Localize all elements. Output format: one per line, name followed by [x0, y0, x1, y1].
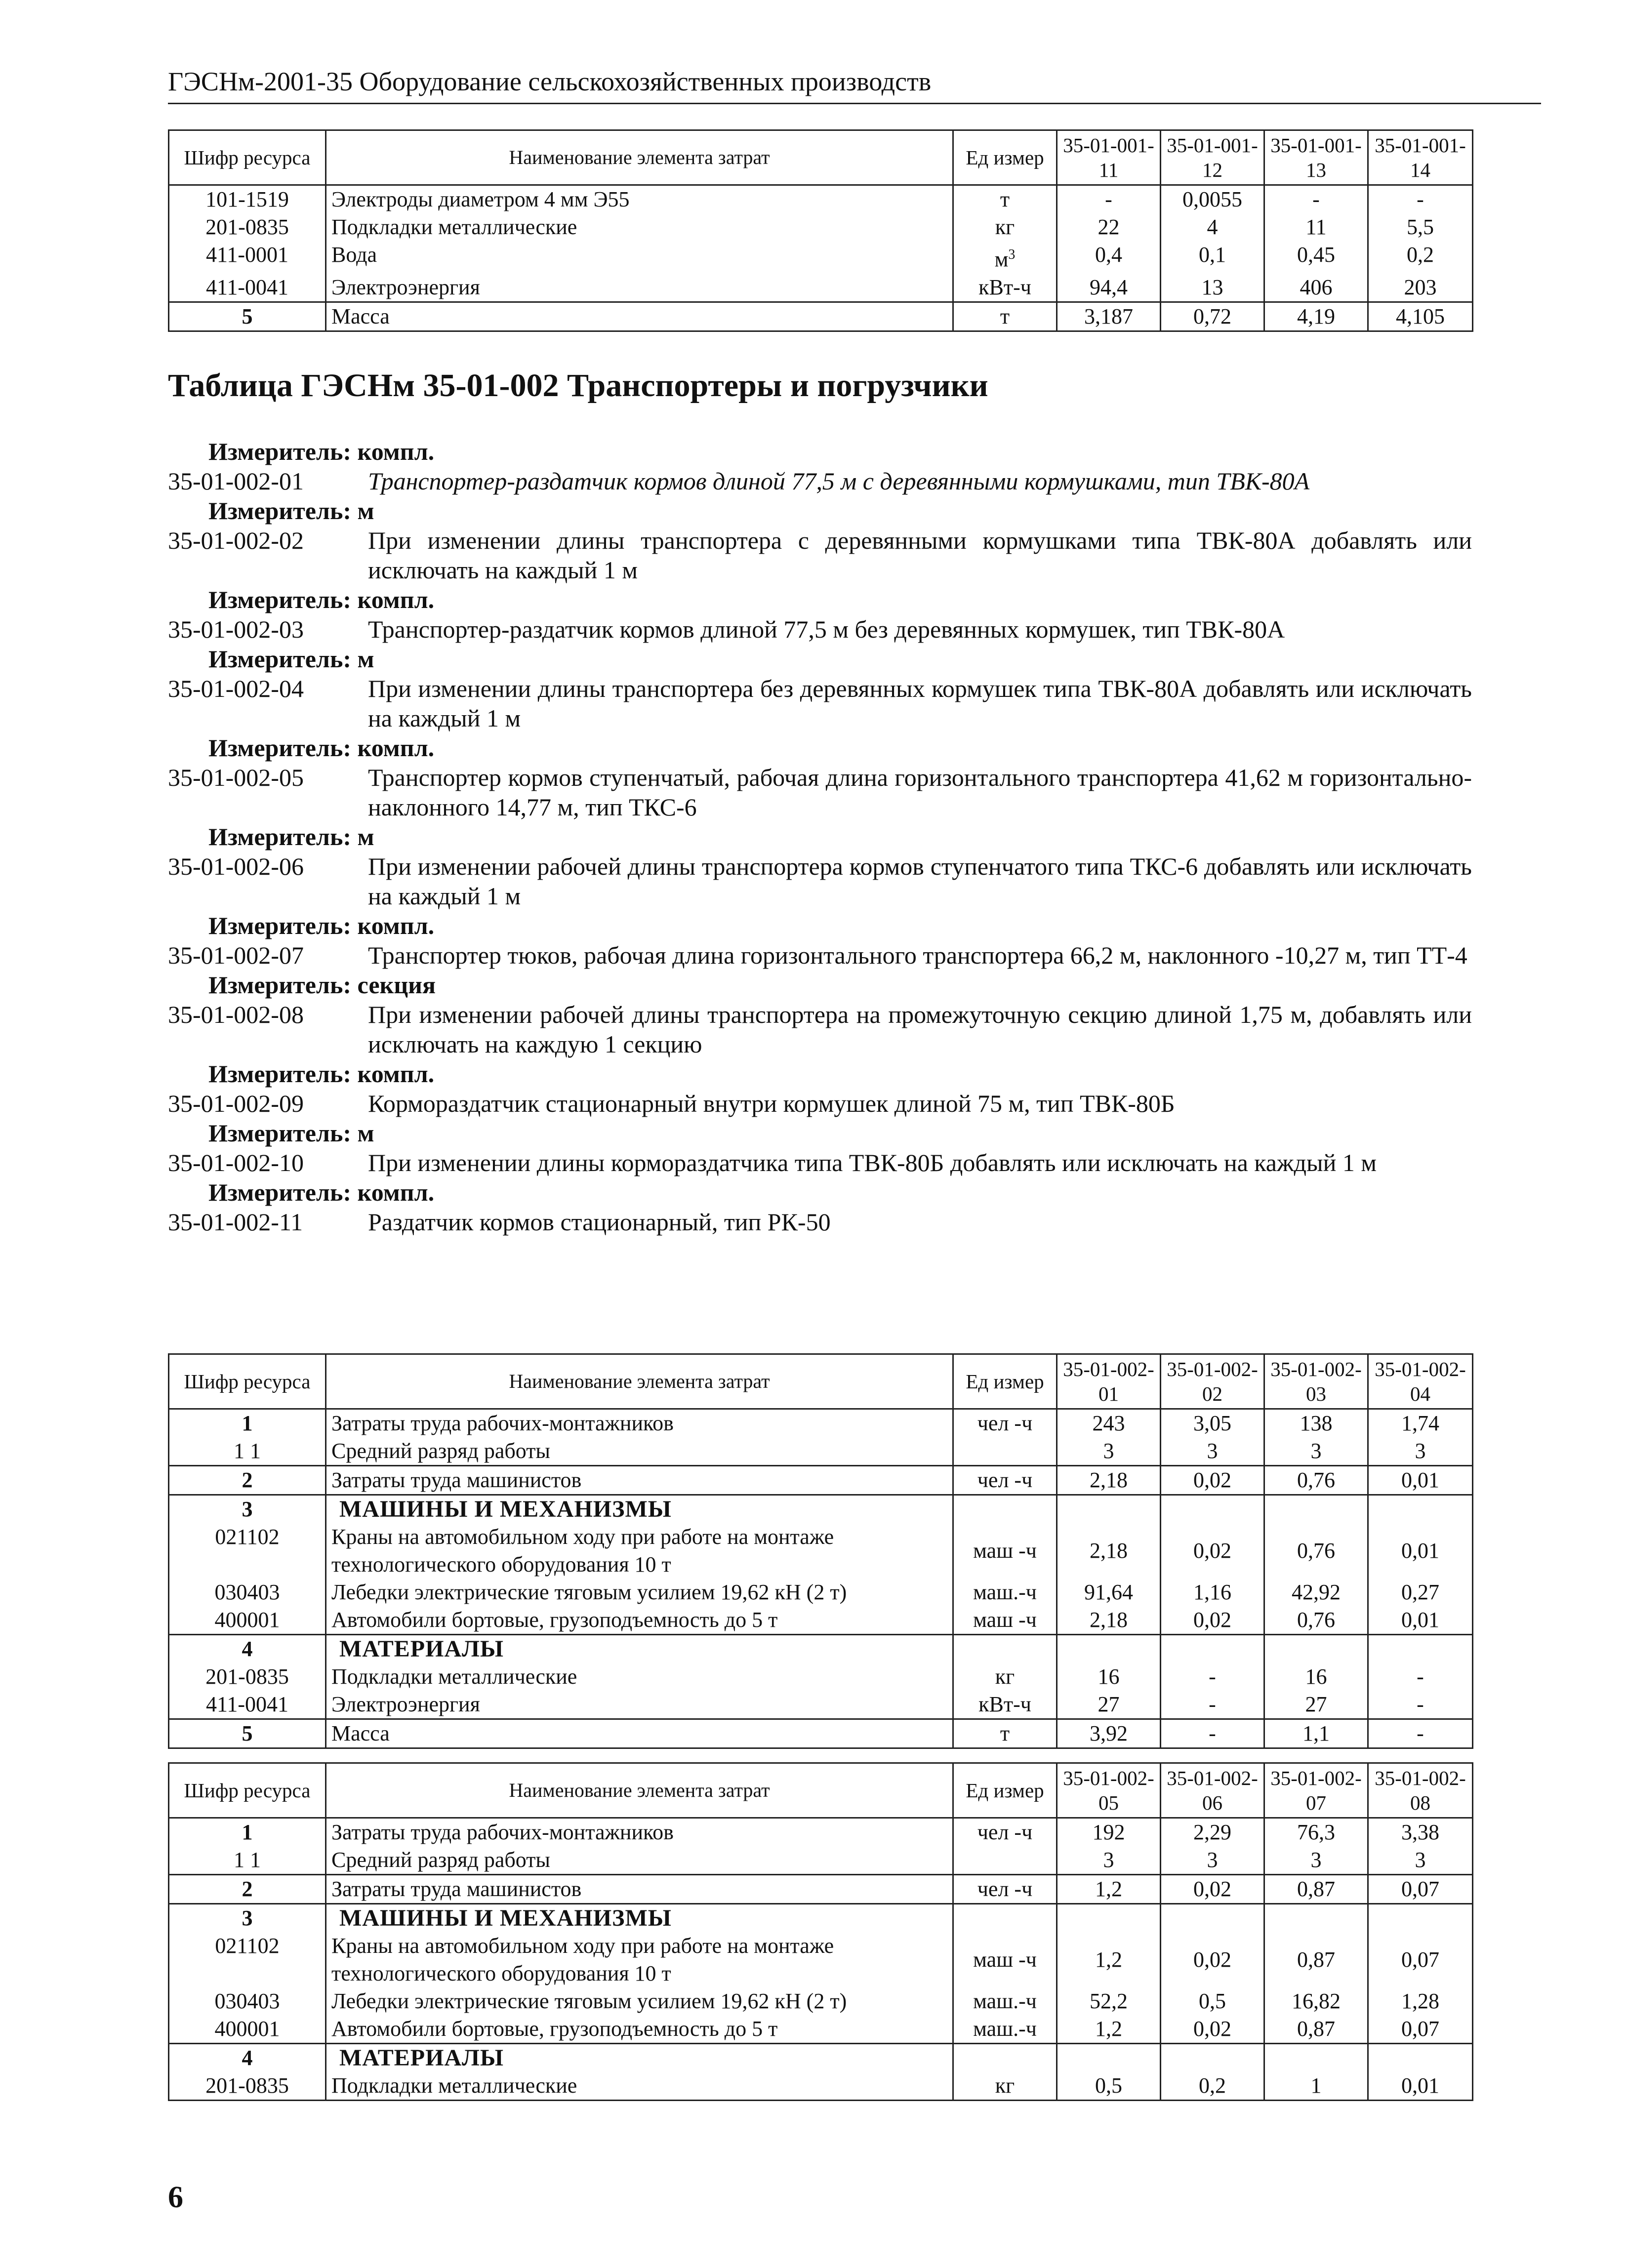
resource-unit: кг [953, 2072, 1057, 2101]
table-row [169, 1579, 1473, 1606]
running-head: ГЭСНм-2001-35 Оборудование сельскохозяйственных производств [168, 68, 1541, 104]
empty-cell [1368, 1904, 1473, 1933]
table-section-row [169, 1495, 1473, 1524]
table-row [169, 274, 1473, 302]
resource-name: Вода [326, 241, 953, 274]
norm-entry [168, 1000, 1472, 1059]
resource-unit [953, 1904, 1057, 1933]
resource-code: 030403 [169, 1579, 326, 1606]
norm-value: 16 [1264, 1663, 1368, 1691]
page-number: 6 [168, 2181, 183, 2214]
norm-value: 52,2 [1057, 1987, 1161, 2015]
meter-value: м [357, 497, 374, 525]
norm-value: 2,18 [1057, 1466, 1161, 1495]
norm-entry [168, 940, 1472, 970]
unit-exponent: 3 [1008, 247, 1016, 262]
resource-unit: маш -ч [953, 1606, 1057, 1635]
resource-name: Средний разряд работы [326, 1437, 953, 1466]
norm-description: При изменении длины транспортера без деревянных кормушек типа ТВК-80А добавлять или исключать на каждый 1 м [368, 675, 1472, 732]
resource-unit: маш.-ч [953, 1579, 1057, 1606]
unit-base: м [994, 247, 1009, 272]
norm-value: - [1057, 185, 1161, 214]
norm-value: 1,74 [1368, 1409, 1473, 1438]
norm-value: 94,4 [1057, 274, 1161, 302]
norm-value: 16 [1057, 1663, 1161, 1691]
meter-line [168, 585, 1472, 614]
table-row [169, 241, 1473, 274]
resource-unit: кВт-ч [953, 274, 1057, 302]
empty-cell [1057, 1904, 1161, 1933]
norm-code: 35-01-002-07 [168, 941, 304, 969]
col-header-name: Наименование элемента затрат [326, 1354, 953, 1409]
resource-unit: кг [953, 213, 1057, 241]
norm-value: 1,28 [1368, 1987, 1473, 2015]
resource-code: 201-0835 [169, 213, 326, 241]
norm-value: 3,187 [1057, 302, 1161, 331]
norm-value: 1,2 [1057, 1932, 1161, 1987]
resource-name: Электроэнергия [326, 274, 953, 302]
norm-value: 0,87 [1264, 2015, 1368, 2044]
table-row [169, 1606, 1473, 1635]
table-row [169, 1466, 1473, 1495]
norm-entry [168, 674, 1472, 733]
norm-value: 0,76 [1264, 1523, 1368, 1579]
table-row [169, 1987, 1473, 2015]
norm-value: 76,3 [1264, 1818, 1368, 1847]
norm-value: 2,18 [1057, 1523, 1161, 1579]
col-header-name: Наименование элемента затрат [326, 1763, 953, 1818]
meter-label: Измеритель: [208, 823, 352, 850]
resource-table-35-01-002-01-04 [168, 1353, 1473, 1749]
empty-cell [1368, 1495, 1473, 1524]
norm-value: 0,02 [1161, 1466, 1264, 1495]
norm-entry [168, 526, 1472, 585]
norm-value: 3 [1057, 1437, 1161, 1466]
norm-value: 0,02 [1161, 2015, 1264, 2044]
norm-value: 0,07 [1368, 1932, 1473, 1987]
resource-name: Автомобили бортовые, грузоподъемность до 5 т [326, 1606, 953, 1635]
empty-cell [1161, 2044, 1264, 2072]
meter-line [168, 496, 1472, 526]
norm-value: - [1161, 1719, 1264, 1748]
table-row [169, 1932, 1473, 1987]
resource-unit [953, 1635, 1057, 1663]
resource-name: Электроэнергия [326, 1691, 953, 1719]
table-row [169, 2015, 1473, 2044]
resource-unit [953, 241, 1057, 274]
table-header-row [169, 130, 1473, 185]
table-header-row [169, 1354, 1473, 1409]
resource-table-35-01-001 [168, 129, 1473, 332]
col-header-norm-2: 35-01-001-12 [1161, 130, 1264, 185]
meter-label: Измеритель: [208, 734, 352, 762]
table-row [169, 1523, 1473, 1579]
meter-label: Измеритель: [208, 586, 352, 613]
norm-code: 35-01-002-09 [168, 1090, 304, 1117]
norm-value: 0,01 [1368, 2072, 1473, 2101]
norm-entry [168, 1148, 1472, 1177]
norm-value: 1,1 [1264, 1719, 1368, 1748]
meter-value: компл. [357, 586, 435, 613]
col-header-code: Шифр ресурса [169, 1354, 326, 1409]
norm-value: 0,0055 [1161, 185, 1264, 214]
resource-name: Затраты труда рабочих-монтажников [326, 1409, 953, 1438]
norm-value: 4,19 [1264, 302, 1368, 331]
norm-value: 42,92 [1264, 1579, 1368, 1606]
table-section-row [169, 1635, 1473, 1663]
meter-value: м [357, 645, 374, 673]
col-header-name: Наименование элемента затрат [326, 130, 953, 185]
resource-name: Лебедки электрические тяговым усилием 19,62 кН (2 т) [326, 1579, 953, 1606]
resource-unit [953, 1437, 1057, 1466]
norm-description: При изменении длины транспортера с деревянными кормушками типа ТВК-80А добавлять или исключать на каждый 1 м [368, 526, 1472, 584]
section-heading: МАШИНЫ И МЕХАНИЗМЫ [326, 1495, 953, 1524]
norms-list [168, 437, 1472, 1237]
col-header-norm-1: 35-01-002-01 [1057, 1354, 1161, 1409]
resource-code: 021102 [169, 1932, 326, 1987]
norm-entry [168, 851, 1472, 911]
resource-name: Затраты труда машинистов [326, 1466, 953, 1495]
table-row [169, 1818, 1473, 1847]
meter-value: м [357, 823, 374, 850]
resource-unit: чел -ч [953, 1466, 1057, 1495]
resource-code: 1 [169, 1409, 326, 1438]
meter-label: Измеритель: [208, 1119, 352, 1147]
table-row [169, 1875, 1473, 1904]
table-row [169, 1663, 1473, 1691]
resource-unit: чел -ч [953, 1818, 1057, 1847]
resource-code: 411-0001 [169, 241, 326, 274]
resource-table-35-01-002-05-08 [168, 1762, 1473, 2101]
resource-name: Затраты труда машинистов [326, 1875, 953, 1904]
resource-name: Масса [326, 302, 953, 331]
meter-line [168, 970, 1472, 1000]
resource-code: 030403 [169, 1987, 326, 2015]
norm-entry [168, 1089, 1472, 1118]
resource-unit [953, 2044, 1057, 2072]
norm-code: 35-01-002-06 [168, 852, 304, 880]
table-row [169, 1409, 1473, 1438]
empty-cell [1161, 1495, 1264, 1524]
meter-label: Измеритель: [208, 1060, 352, 1088]
norm-value: 0,87 [1264, 1932, 1368, 1987]
norm-code: 35-01-002-10 [168, 1149, 304, 1176]
meter-label: Измеритель: [208, 438, 352, 465]
resource-name: Краны на автомобильном ходу при работе на монтаже технологического оборудования 10 т [326, 1932, 953, 1987]
empty-cell [1368, 2044, 1473, 2072]
norm-value: 0,02 [1161, 1606, 1264, 1635]
norm-value: 0,02 [1161, 1523, 1264, 1579]
norm-value: 5,5 [1368, 213, 1473, 241]
norm-value: 2,29 [1161, 1818, 1264, 1847]
empty-cell [1057, 2044, 1161, 2072]
norm-description: Транспортер кормов ступенчатый, рабочая длина горизонтального транспортера 41,62 м горизонтально-наклонного 14,77 м, тип ТКС-6 [368, 764, 1472, 821]
meter-line [168, 911, 1472, 940]
col-header-unit: Ед измер [953, 130, 1057, 185]
norm-value: 3 [1057, 1846, 1161, 1875]
meter-label: Измеритель: [208, 1178, 352, 1206]
resource-unit: чел -ч [953, 1875, 1057, 1904]
resource-code: 4 [169, 1635, 326, 1663]
resource-unit [953, 1495, 1057, 1524]
norm-value: 1 [1264, 2072, 1368, 2101]
resource-name: Подкладки металлические [326, 213, 953, 241]
section-heading: МАТЕРИАЛЫ [326, 2044, 953, 2072]
norm-value: 27 [1057, 1691, 1161, 1719]
norm-value: 0,01 [1368, 1523, 1473, 1579]
norm-entry [168, 763, 1472, 822]
norm-value: 192 [1057, 1818, 1161, 1847]
meter-line [168, 1059, 1472, 1089]
resource-code: 3 [169, 1495, 326, 1524]
resource-code: 201-0835 [169, 1663, 326, 1691]
resource-code: 1 1 [169, 1437, 326, 1466]
norm-value: 0,02 [1161, 1875, 1264, 1904]
resource-code: 3 [169, 1904, 326, 1933]
resource-code: 2 [169, 1875, 326, 1904]
norm-value: 16,82 [1264, 1987, 1368, 2015]
norm-value: 0,76 [1264, 1606, 1368, 1635]
col-header-norm-3: 35-01-002-03 [1264, 1354, 1368, 1409]
resource-code: 4 [169, 2044, 326, 2072]
col-header-norm-4: 35-01-002-04 [1368, 1354, 1473, 1409]
table-row [169, 1846, 1473, 1875]
resource-code: 411-0041 [169, 1691, 326, 1719]
section-heading: МАШИНЫ И МЕХАНИЗМЫ [326, 1904, 953, 1933]
norm-entry [168, 1207, 1472, 1237]
norm-value: 243 [1057, 1409, 1161, 1438]
table-row [169, 2072, 1473, 2101]
resource-name: Затраты труда рабочих-монтажников [326, 1818, 953, 1847]
resource-unit: чел -ч [953, 1409, 1057, 1438]
empty-cell [1161, 1635, 1264, 1663]
norm-value: 22 [1057, 213, 1161, 241]
meter-value: компл. [357, 1178, 435, 1206]
norm-value: 3,05 [1161, 1409, 1264, 1438]
norm-value: 4,105 [1368, 302, 1473, 331]
norm-description: При изменении длины кормораздатчика типа ТВК-80Б добавлять или исключать на каждый 1 м [368, 1149, 1377, 1176]
norm-value: - [1368, 1663, 1473, 1691]
resource-name: Автомобили бортовые, грузоподъемность до 5 т [326, 2015, 953, 2044]
col-header-norm-2: 35-01-002-06 [1161, 1763, 1264, 1818]
norm-value: - [1368, 185, 1473, 214]
meter-value: секция [357, 971, 436, 999]
norm-description: Транспортер-раздатчик кормов длиной 77,5 м с деревянными кормушками, тип ТВК-80А [368, 467, 1310, 495]
resource-name: Подкладки металлические [326, 1663, 953, 1691]
table-row-mass [169, 1719, 1473, 1748]
col-header-norm-1: 35-01-002-05 [1057, 1763, 1161, 1818]
norm-value: 3 [1161, 1846, 1264, 1875]
col-header-norm-4: 35-01-001-14 [1368, 130, 1473, 185]
resource-unit: кг [953, 1663, 1057, 1691]
resource-unit: кВт-ч [953, 1691, 1057, 1719]
norm-value: 0,01 [1368, 1606, 1473, 1635]
resource-unit: маш -ч [953, 1932, 1057, 1987]
table-row [169, 213, 1473, 241]
norm-value: 0,02 [1161, 1932, 1264, 1987]
resource-code: 5 [169, 302, 326, 331]
norm-value: 1,16 [1161, 1579, 1264, 1606]
norm-value: 0,45 [1264, 241, 1368, 274]
meter-line [168, 733, 1472, 763]
norm-code: 35-01-002-02 [168, 526, 304, 554]
resource-unit: т [953, 1719, 1057, 1748]
norm-code: 35-01-002-03 [168, 615, 304, 643]
norm-entry [168, 466, 1472, 496]
norm-value: 0,2 [1368, 241, 1473, 274]
norm-code: 35-01-002-04 [168, 675, 304, 702]
norm-value: - [1161, 1663, 1264, 1691]
norm-description: Кормораздатчик стационарный внутри кормушек длиной 75 м, тип ТВК-80Б [368, 1090, 1175, 1117]
empty-cell [1264, 1495, 1368, 1524]
meter-value: компл. [357, 438, 435, 465]
meter-value: компл. [357, 1060, 435, 1088]
norm-value: 27 [1264, 1691, 1368, 1719]
norm-value: 203 [1368, 274, 1473, 302]
norm-value: - [1368, 1691, 1473, 1719]
meter-label: Измеритель: [208, 971, 352, 999]
norm-value: 406 [1264, 274, 1368, 302]
resource-name: Краны на автомобильном ходу при работе на монтаже технологического оборудования 10 т [326, 1523, 953, 1579]
resource-code: 101-1519 [169, 185, 326, 214]
table-header-row [169, 1763, 1473, 1818]
norm-value: - [1368, 1719, 1473, 1748]
norm-description: При изменении рабочей длины транспортера кормов ступенчатого типа ТКС-6 добавлять или исключать на каждый 1 м [368, 852, 1472, 910]
resource-code: 1 [169, 1818, 326, 1847]
norm-value: 0,07 [1368, 2015, 1473, 2044]
norm-description: Транспортер-раздатчик кормов длиной 77,5 м без деревянных кормушек, тип ТВК-80А [368, 615, 1285, 643]
norm-value: 0,4 [1057, 241, 1161, 274]
norm-value: - [1161, 1691, 1264, 1719]
col-header-code: Шифр ресурса [169, 1763, 326, 1818]
norm-value: 0,87 [1264, 1875, 1368, 1904]
resource-unit: т [953, 185, 1057, 214]
empty-cell [1057, 1635, 1161, 1663]
meter-value: компл. [357, 734, 435, 762]
resource-code: 201-0835 [169, 2072, 326, 2101]
table-section-row [169, 1904, 1473, 1933]
resource-name: Подкладки металлические [326, 2072, 953, 2101]
table-row [169, 185, 1473, 214]
table-row [169, 1437, 1473, 1466]
norm-value: 0,27 [1368, 1579, 1473, 1606]
empty-cell [1057, 1495, 1161, 1524]
norm-code: 35-01-002-01 [168, 467, 304, 495]
norm-value: 0,01 [1368, 1466, 1473, 1495]
norm-value: 13 [1161, 274, 1264, 302]
meter-value: компл. [357, 912, 435, 939]
resource-unit [953, 1846, 1057, 1875]
resource-code: 411-0041 [169, 274, 326, 302]
norm-value: 0,2 [1161, 2072, 1264, 2101]
resource-code: 400001 [169, 1606, 326, 1635]
col-header-unit: Ед измер [953, 1763, 1057, 1818]
resource-unit: маш.-ч [953, 2015, 1057, 2044]
norm-description: Раздатчик кормов стационарный, тип РК-50 [368, 1208, 831, 1236]
norm-code: 35-01-002-08 [168, 1001, 304, 1028]
norm-entry [168, 614, 1472, 644]
resource-unit: маш.-ч [953, 1987, 1057, 2015]
norm-value: - [1264, 185, 1368, 214]
col-header-code: Шифр ресурса [169, 130, 326, 185]
empty-cell [1161, 1904, 1264, 1933]
resource-code: 1 1 [169, 1846, 326, 1875]
meter-line [168, 1177, 1472, 1207]
meter-line [168, 822, 1472, 851]
meter-label: Измеритель: [208, 645, 352, 673]
resource-code: 2 [169, 1466, 326, 1495]
norm-value: 3 [1264, 1846, 1368, 1875]
resource-name: Средний разряд работы [326, 1846, 953, 1875]
meter-line [168, 437, 1472, 466]
norm-value: 1,2 [1057, 1875, 1161, 1904]
norm-code: 35-01-002-05 [168, 764, 304, 791]
norm-value: 3 [1264, 1437, 1368, 1466]
norm-value: 2,18 [1057, 1606, 1161, 1635]
norm-description: При изменении рабочей длины транспортера на промежуточную секцию длиной 1,75 м, добавлять или исключать на каждую 1 секцию [368, 1001, 1472, 1058]
norm-value: 4 [1161, 213, 1264, 241]
section-heading: МАТЕРИАЛЫ [326, 1635, 953, 1663]
norm-value: 3 [1161, 1437, 1264, 1466]
norm-value: 3,38 [1368, 1818, 1473, 1847]
norm-description: Транспортер тюков, рабочая длина горизонтального транспортера 66,2 м, наклонного -10,27 м, тип ТТ-4 [368, 941, 1467, 969]
meter-value: м [357, 1119, 374, 1147]
norm-value: 3,92 [1057, 1719, 1161, 1748]
norm-value: 3 [1368, 1437, 1473, 1466]
resource-unit: т [953, 302, 1057, 331]
norm-value: 0,5 [1161, 1987, 1264, 2015]
norm-value: 138 [1264, 1409, 1368, 1438]
norm-value: 91,64 [1057, 1579, 1161, 1606]
col-header-unit: Ед измер [953, 1354, 1057, 1409]
col-header-norm-3: 35-01-002-07 [1264, 1763, 1368, 1818]
col-header-norm-1: 35-01-001-11 [1057, 130, 1161, 185]
table-row [169, 1691, 1473, 1719]
section-title: Таблица ГЭСНм 35-01-002 Транспортеры и погрузчики [168, 367, 988, 404]
norm-value: 0,72 [1161, 302, 1264, 331]
norm-value: 0,1 [1161, 241, 1264, 274]
norm-value: 0,07 [1368, 1875, 1473, 1904]
col-header-norm-3: 35-01-001-13 [1264, 130, 1368, 185]
resource-name: Электроды диаметром 4 мм Э55 [326, 185, 953, 214]
meter-label: Измеритель: [208, 912, 352, 939]
meter-line [168, 1118, 1472, 1148]
resource-code: 400001 [169, 2015, 326, 2044]
resource-code: 021102 [169, 1523, 326, 1579]
empty-cell [1368, 1635, 1473, 1663]
resource-name: Лебедки электрические тяговым усилием 19,62 кН (2 т) [326, 1987, 953, 2015]
empty-cell [1264, 1635, 1368, 1663]
col-header-norm-2: 35-01-002-02 [1161, 1354, 1264, 1409]
col-header-norm-4: 35-01-002-08 [1368, 1763, 1473, 1818]
norm-value: 0,76 [1264, 1466, 1368, 1495]
resource-name: Масса [326, 1719, 953, 1748]
table-section-row [169, 2044, 1473, 2072]
norm-value: 0,5 [1057, 2072, 1161, 2101]
meter-label: Измеритель: [208, 497, 352, 525]
norm-value: 11 [1264, 213, 1368, 241]
resource-unit: маш -ч [953, 1523, 1057, 1579]
resource-code: 5 [169, 1719, 326, 1748]
meter-line [168, 644, 1472, 674]
table-row-mass [169, 302, 1473, 331]
empty-cell [1264, 1904, 1368, 1933]
empty-cell [1264, 2044, 1368, 2072]
norm-value: 1,2 [1057, 2015, 1161, 2044]
norm-value: 3 [1368, 1846, 1473, 1875]
norm-code: 35-01-002-11 [168, 1208, 303, 1236]
